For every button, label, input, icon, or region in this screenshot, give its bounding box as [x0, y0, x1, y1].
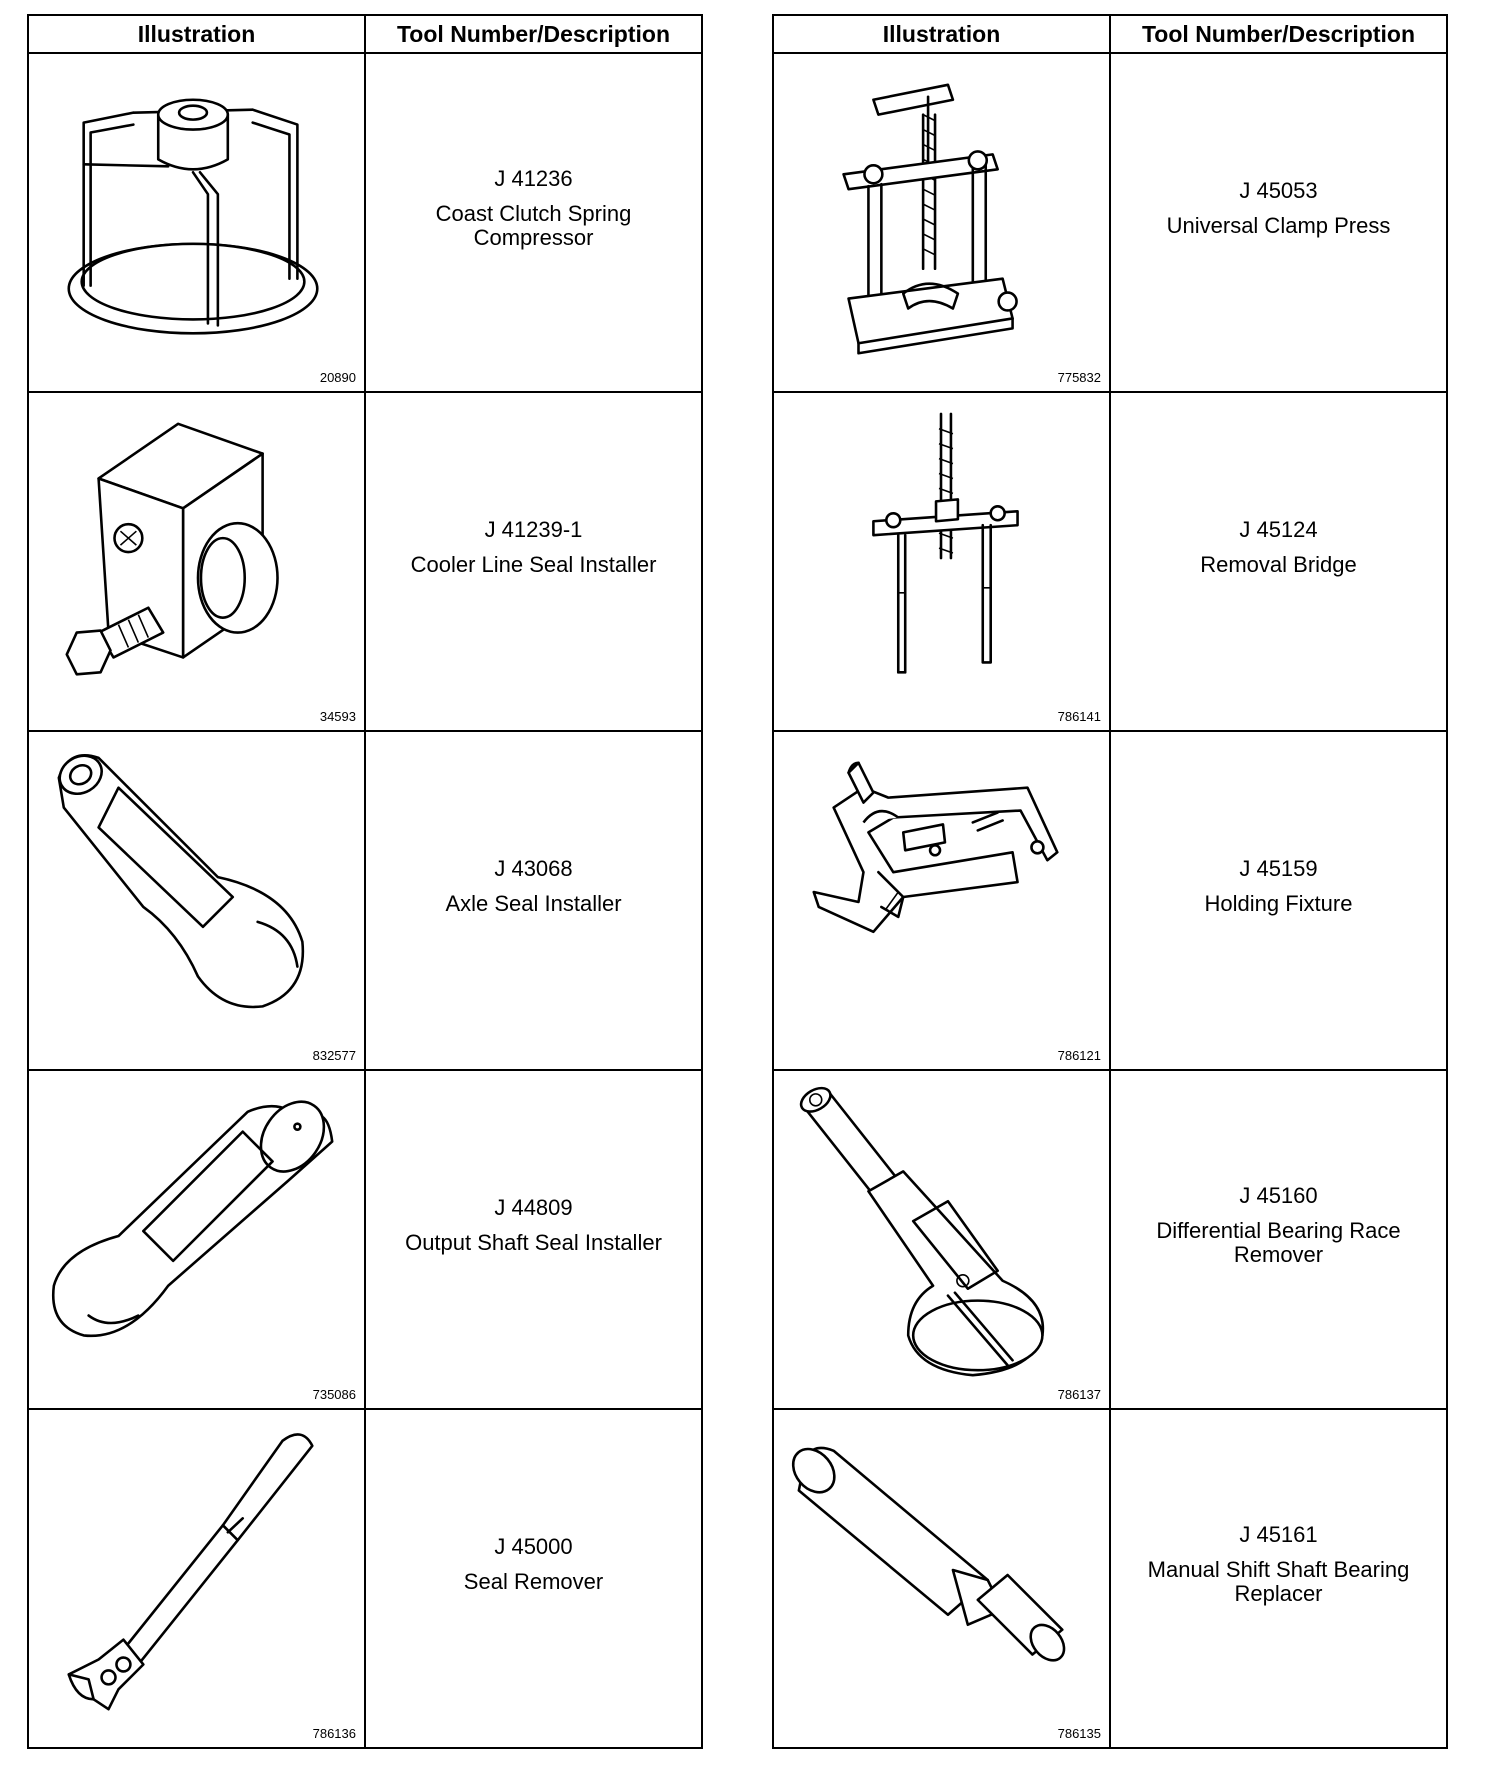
- illustration-cell: [28, 53, 365, 392]
- spring-compressor-icon: [29, 54, 364, 391]
- illustration-cell: [28, 392, 365, 731]
- description-cell: [365, 1070, 702, 1409]
- description-cell: [365, 731, 702, 1070]
- illustration-cell: [773, 731, 1110, 1070]
- table-row: [28, 1070, 702, 1409]
- output-shaft-seal-installer-icon: [29, 1071, 364, 1408]
- tool-number: J 45159: [1239, 855, 1318, 881]
- bearing-replacer-icon: [774, 1410, 1109, 1747]
- tool-description: Universal Clamp Press: [1166, 212, 1391, 238]
- tool-number: J 45160: [1239, 1182, 1318, 1208]
- description-cell: [1110, 53, 1447, 392]
- table-header-row: [28, 15, 702, 53]
- tool-description: Output Shaft Seal Installer: [405, 1229, 662, 1255]
- table-row: [28, 53, 702, 392]
- table-row: [773, 1409, 1447, 1748]
- figure-number: 775832: [1057, 370, 1101, 385]
- table-row: [773, 731, 1447, 1070]
- tool-number: J 44809: [494, 1194, 573, 1220]
- seal-installer-block-icon: [29, 393, 364, 730]
- description-cell: [365, 392, 702, 731]
- table-row: [773, 392, 1447, 731]
- description-cell: [1110, 731, 1447, 1070]
- tool-description: Cooler Line Seal Installer: [410, 551, 657, 577]
- illustration-cell: [773, 1409, 1110, 1748]
- illustration-cell: [28, 1409, 365, 1748]
- description-cell: [365, 1409, 702, 1748]
- tool-number: J 41236: [494, 165, 573, 191]
- table-row: [28, 731, 702, 1070]
- illustration-cell: [773, 392, 1110, 731]
- tool-number: J 45000: [494, 1533, 573, 1559]
- tool-number: J 45053: [1239, 177, 1318, 203]
- column-header-description: Tool Number/Description: [365, 15, 702, 53]
- table-row: [773, 1070, 1447, 1409]
- description-cell: [1110, 1409, 1447, 1748]
- table-header-row: [773, 15, 1447, 53]
- tool-description: Holding Fixture: [1204, 890, 1353, 916]
- table-row: [28, 392, 702, 731]
- tool-number: J 45161: [1239, 1521, 1318, 1547]
- tool-description: Differential Bearing Race Remover: [1156, 1217, 1401, 1267]
- tool-description: Seal Remover: [463, 1568, 604, 1594]
- tool-table-left: [27, 14, 703, 1749]
- figure-number: 735086: [312, 1387, 356, 1402]
- tool-description: Axle Seal Installer: [445, 890, 622, 916]
- seal-remover-icon: [29, 1410, 364, 1747]
- figure-number: 34593: [319, 709, 356, 724]
- tool-number: J 45124: [1239, 516, 1318, 542]
- table-row: [773, 53, 1447, 392]
- illustration-cell: [28, 731, 365, 1070]
- axle-seal-installer-icon: [29, 732, 364, 1069]
- tool-table-right: [772, 14, 1448, 1749]
- column-header-description: Tool Number/Description: [1110, 15, 1447, 53]
- holding-fixture-icon: [774, 732, 1109, 1069]
- figure-number: 786136: [312, 1726, 356, 1741]
- figure-number: 786121: [1057, 1048, 1101, 1063]
- tool-description: Coast Clutch Spring Compressor: [435, 200, 632, 250]
- illustration-cell: [28, 1070, 365, 1409]
- description-cell: [365, 53, 702, 392]
- table-row: [28, 1409, 702, 1748]
- figure-number: 832577: [312, 1048, 356, 1063]
- illustration-cell: [773, 1070, 1110, 1409]
- tool-number: J 43068: [494, 855, 573, 881]
- figure-number: 20890: [319, 370, 356, 385]
- tool-description: Manual Shift Shaft Bearing Replacer: [1147, 1556, 1410, 1606]
- tool-description: Removal Bridge: [1200, 551, 1357, 577]
- figure-number: 786135: [1057, 1726, 1101, 1741]
- description-cell: [1110, 392, 1447, 731]
- bearing-race-remover-icon: [774, 1071, 1109, 1408]
- clamp-press-icon: [774, 54, 1109, 391]
- tool-number: J 41239-1: [484, 516, 583, 542]
- column-header-illustration: Illustration: [773, 15, 1110, 53]
- figure-number: 786137: [1057, 1387, 1101, 1402]
- figure-number: 786141: [1057, 709, 1101, 724]
- description-cell: [1110, 1070, 1447, 1409]
- illustration-cell: [773, 53, 1110, 392]
- column-header-illustration: Illustration: [28, 15, 365, 53]
- removal-bridge-icon: [774, 393, 1109, 730]
